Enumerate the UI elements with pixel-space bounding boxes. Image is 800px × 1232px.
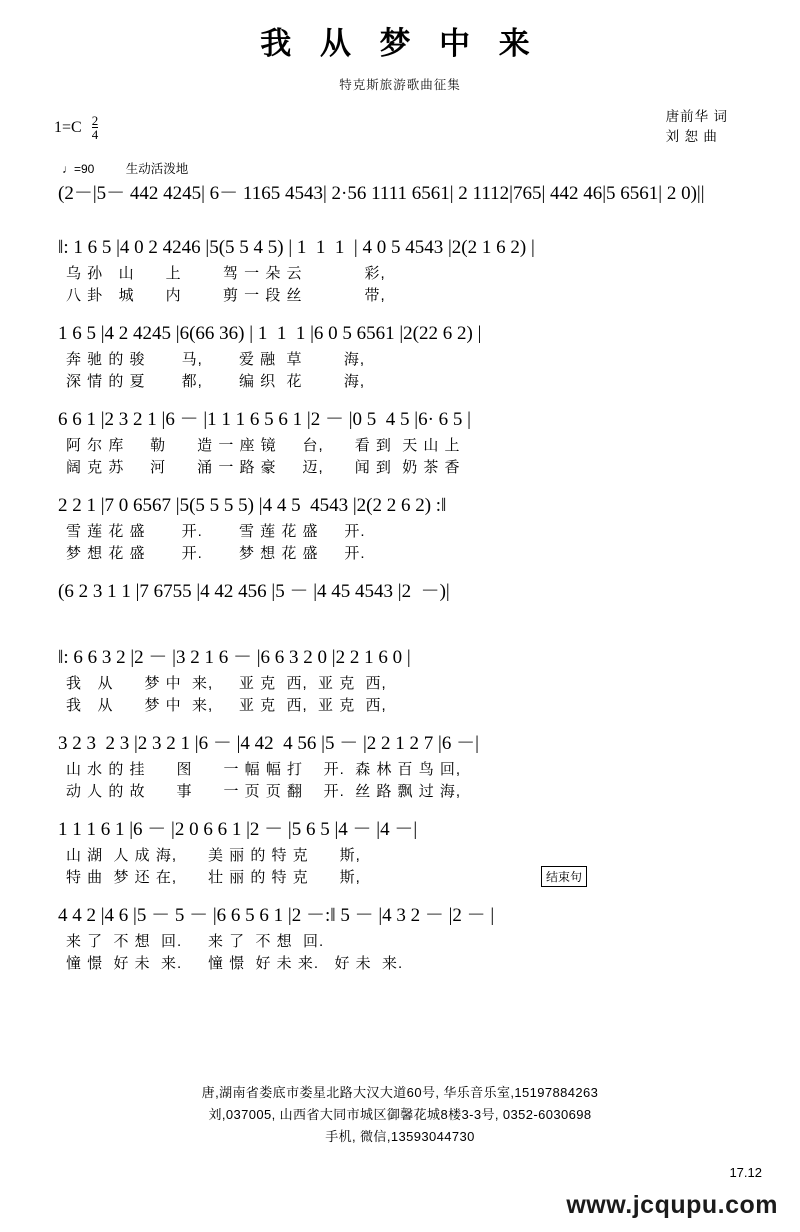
notation-line: ‖: 6 6 3 2 |2 － |3 2 1 6 － |6 6 3 2 0 |2 2 1 6 0 | xyxy=(58,647,411,668)
contact-line: 唐,湖南省娄底市娄星北路大汉大道60号, 华乐音乐室,15197884263 xyxy=(201,1084,599,1100)
lyric-line: 来 了 不 想 回. 来 了 不 想 回. xyxy=(66,933,325,950)
lyric-line: 我 从 梦 中 来, 亚 克 西, 亚 克 西, xyxy=(66,697,387,714)
notation-line: 2 2 1 |7 0 6567 |5(5 5 5 5) |4 4 5 4543 |2(2 2 6 2) :‖ xyxy=(58,495,447,516)
lyric-line: 我 从 梦 中 来, 亚 克 西, 亚 克 西, xyxy=(66,675,387,692)
lyric-line: 奔 驰 的 骏 马, 爱 融 草 海, xyxy=(66,351,366,368)
contact-footer xyxy=(0,1082,800,1148)
lyric-line: 雪 莲 花 盛 开. 雪 莲 花 盛 开. xyxy=(66,523,366,540)
lyric-line: 深 情 的 夏 都, 编 织 花 海, xyxy=(66,373,366,390)
verse-b-line-2 xyxy=(28,729,772,803)
verse-b-line-1 xyxy=(28,643,772,717)
notation-line: 6 6 1 |2 3 2 1 |6 － |1 1 1 6 5 6 1 |2 － |0 5 4 5 |6· 6 5 | xyxy=(58,409,471,430)
tempo-mark: ♩=90 xyxy=(62,162,95,176)
composer-credit: 刘 恕 曲 xyxy=(665,129,718,145)
lyric-line: 阔 克 苏 河 涌 一 路 豪 迈, 闻 到 奶 茶 香 xyxy=(66,459,461,476)
verse-a-line-3 xyxy=(28,405,772,479)
verse-b-line-4 xyxy=(28,901,772,975)
lyricist-credit: 唐前华 词 xyxy=(665,109,728,124)
key-signature-group xyxy=(54,115,98,142)
key-signature: 1=C xyxy=(54,119,82,137)
page-title: 我 从 梦 中 来 xyxy=(260,26,540,61)
contact-line: 手机, 微信,13593044730 xyxy=(325,1128,475,1144)
ending-phrase-label: 结束句 xyxy=(541,866,587,887)
intro-block xyxy=(28,179,772,209)
verse-a-line-1 xyxy=(28,233,772,307)
notation-line: (2－|5－ 442 4245| 6－ 1165 4543| 2·56 1111 6561| 2 1112|765| 442 46|5 6561| 2 0)|| xyxy=(58,183,705,204)
page-subtitle: 特克斯旅游歌曲征集 xyxy=(339,78,461,92)
score-header xyxy=(28,101,772,157)
lyric-line: 憧 憬 好 未 来. 憧 憬 好 未 来. 好 未 来. xyxy=(66,955,404,972)
lyric-line: 山 水 的 挂 图 一 幅 幅 打 开. 森 林 百 鸟 回, xyxy=(66,761,462,778)
lyric-line: 八 卦 城 内 剪 一 段 丝 带, xyxy=(66,287,386,304)
verse-a-line-2 xyxy=(28,319,772,393)
notation-line: 4 4 2 |4 6 |5 － 5 － |6 6 5 6 1 |2 －:‖ 5 － |4 3 2 － |2 － | xyxy=(58,905,495,926)
notation-line: 1 1 1 6 1 |6 － |2 0 6 6 1 |2 － |5 6 5 |4 － |4 －| xyxy=(58,819,418,840)
interlude-block xyxy=(28,577,772,607)
notation-line: (6 2 3 1 1 |7 6755 |4 42 456 |5 － |4 45 4543 |2 －)| xyxy=(58,581,450,602)
lyric-line: 山 湖 人 成 海, 美 丽 的 特 克 斯, xyxy=(66,847,361,864)
time-signature-numerator: 2 xyxy=(91,113,99,128)
tempo-row xyxy=(28,159,772,179)
time-signature xyxy=(92,114,99,141)
publication-date: 17.12 xyxy=(729,1165,762,1180)
notation-line: 3 2 3 2 3 |2 3 2 1 |6 － |4 42 4 56 |5 － |2 2 1 2 7 |6 －| xyxy=(58,733,479,754)
lyric-line: 梦 想 花 盛 开. 梦 想 花 盛 开. xyxy=(66,545,366,562)
verse-b-line-3 xyxy=(28,815,772,889)
notation-line: 1 6 5 |4 2 4245 |6(66 36) | 1 1 1 |6 0 5 6561 |2(22 6 2) | xyxy=(58,323,482,344)
time-signature-denominator: 4 xyxy=(91,127,99,142)
notation-line: ‖: 1 6 5 |4 0 2 4246 |5(5 5 4 5) | 1 1 1 | 4 0 5 4543 |2(2 1 6 2) | xyxy=(58,237,535,258)
credits xyxy=(666,107,728,148)
sheet-music-page xyxy=(0,18,800,1232)
lyric-line: 动 人 的 故 事 一 页 页 翻 开. 丝 路 飘 过 海, xyxy=(66,783,462,800)
site-watermark: www.jcqupu.com xyxy=(566,1191,778,1219)
lyric-line: 乌 孙 山 上 驾 一 朵 云 彩, xyxy=(66,265,386,282)
contact-line: 刘,037005, 山西省大同市城区御馨花城8楼3-3号, 0352-6030698 xyxy=(208,1106,592,1122)
tempo-style: 生动活泼地 xyxy=(125,162,189,176)
lyric-line: 特 曲 梦 还 在, 壮 丽 的 特 克 斯, xyxy=(66,869,361,886)
verse-a-line-4 xyxy=(28,491,772,565)
lyric-line: 阿 尔 库 勒 造 一 座 镜 台, 看 到 天 山 上 xyxy=(66,437,461,454)
